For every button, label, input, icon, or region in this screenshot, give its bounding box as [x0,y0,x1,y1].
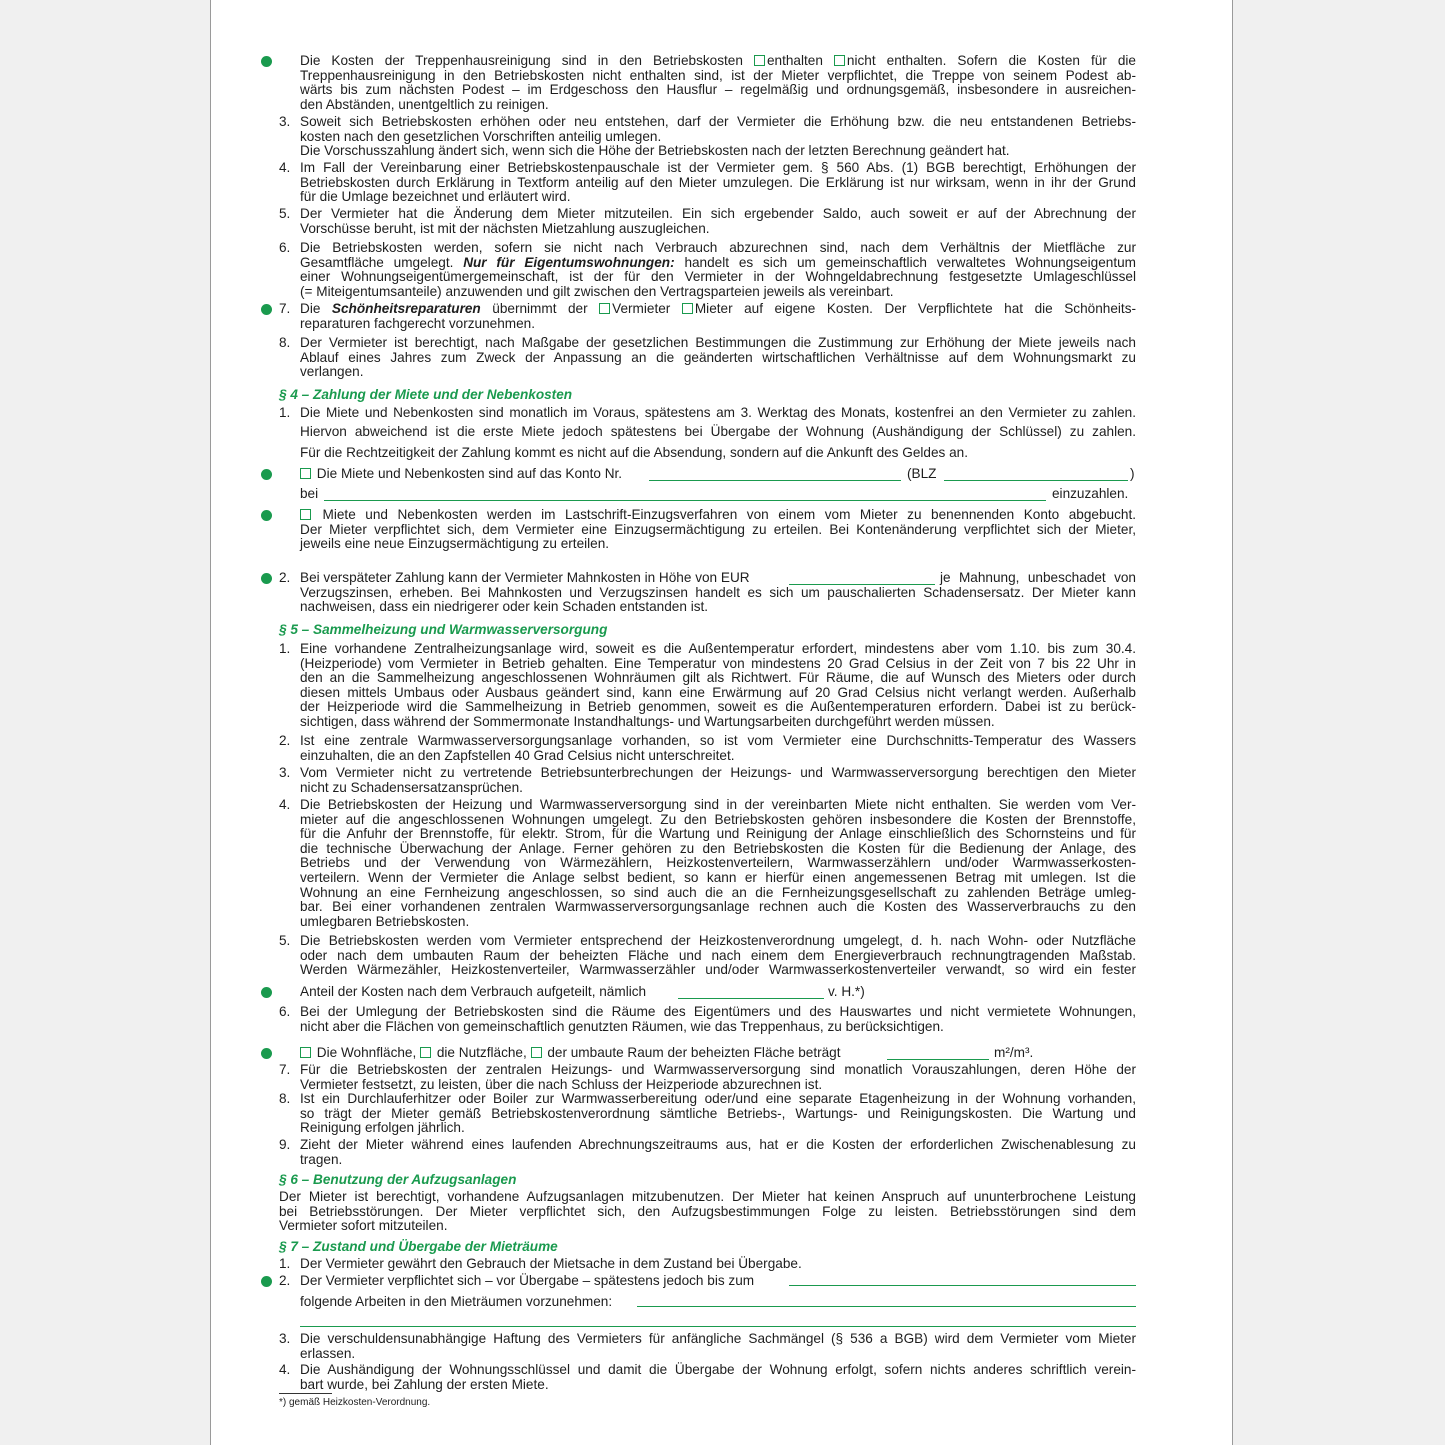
paragraph-line: Vermieter festsetzt, zu leisten, über die nach Schluss der Heizperiode abzurechnen ist. [300,1076,823,1092]
marker-dot [261,987,272,998]
item-number: 2. [279,570,291,585]
paragraph-line: bar. Bei einer vorhandenen zentralen Warmwasserversorgungsanlage rechnen auch die Kosten des Wasserverbrauchs zu den [300,899,1136,915]
marker-dot [261,1276,272,1287]
item-number: 5. [279,933,291,948]
paragraph-line: Der Vermieter ist berechtigt, nach Maßgabe der gesetzlichen Bestimmungen die Zustimmung zur Erhöhung der Miete jeweils nach [300,335,1136,350]
checkbox-nicht-enthalten[interactable] [834,55,845,66]
paragraph-line: Bei verspäteter Zahlung kann der Vermieter Mahnkosten in Höhe von EUR [300,570,750,585]
item-number: 1. [279,405,291,420]
paragraph-line: verlangen. [300,364,364,380]
paragraph-line: kosten nach den gesetzlichen Vorschriften anteilig umlegen. [300,128,662,144]
item-number: 8. [279,1091,291,1106]
blz-close: ) [1130,466,1135,481]
paragraph-line: Vorschüsse beruht, ist mit der nächsten Mietzahlung auszugleichen. [300,220,710,236]
paragraph-line: diesen mittels Umbaus oder Ausbaus geändert sind, kann eine Erwärmung auf 20 Grad Celsius nicht verlangt werden. Außerhalb [300,684,1136,700]
paragraph-line: nachweisen, dass ein niedrigerer oder kein Schaden entstanden ist. [300,599,709,615]
item-number: 7. [279,1062,291,1077]
paragraph-line: je Mahnung, unbeschadet von [940,570,1136,585]
item-number: 5. [279,206,291,221]
paragraph-line: Anteil der Kosten nach dem Verbrauch aufgeteilt, nämlich [300,984,647,999]
paragraph-line: Vom Vermieter nicht zu vertretende Betriebsunterbrechungen der Heizungs- und Warmwasserversorgung berechtigen den Mieter [300,765,1136,780]
paragraph-line: die technische Überwachung der Anlage. Ferner gehören zu den Betriebskosten die Kosten für die Bedienung der Anlage, des [300,840,1136,856]
paragraph-line: Betriebs und der Verwendung von Wärmezählern, Heizkostenverteilern, Warmwasserzählern und/oder Warmwasserkosten- [300,855,1136,871]
paragraph-line: Die Aushändigung der Wohnungsschlüssel und damit die Übergabe der Wohnung erfolgt, sofern nichts anderes schriftlich verein- [300,1362,1136,1377]
paragraph-line: oder nach dem umbauten Raum der beheizten Fläche und nach einem dem Energieverbrauch rechnungtragenden Maßstab. [300,947,1136,963]
checkbox-wohnflaeche[interactable] [300,1047,311,1058]
item-number: 6. [279,1004,291,1019]
input-blz[interactable] [944,480,1128,481]
checkbox-konto[interactable] [300,468,311,479]
einzuzahlen-label: einzuzahlen. [1052,486,1129,501]
paragraph-line: Betriebskosten durch Erklärung in Textform anteilig auf den Mieter umzulegen. Die Erklärung ist nur wirksam, wenn in ihr der Grund [300,174,1136,190]
paragraph-line: Der Vermieter gewährt den Gebrauch der Mietsache in dem Zustand bei Übergabe. [300,1256,802,1271]
item-number: 7. [279,301,291,316]
paragraph-line: Der Mieter ist berechtigt, vorhandene Aufzugsanlagen mitzubenutzen. Der Mieter hat keinen Anspruch auf ununterbrochene Leistung [279,1189,1136,1204]
checkbox-umbauter-raum[interactable] [531,1047,542,1058]
paragraph-line: Gesamtfläche umgelegt. Nur für Eigentumswohnungen: handelt es sich um gemeinschaftlich verwaltetes Wohnungseigentum [300,254,1136,270]
paragraph-line: nicht zu Schadensersatzansprüchen. [300,779,523,795]
paragraph-line: Die Schönheitsreparaturen übernimmt der Vermieter Mieter auf eigene Kosten. Der Verpflichtete hat die Schönheits- [300,301,1137,316]
paragraph-line: Zieht der Mieter während eines laufenden Abrechnungszeitraums aus, hat er die Kosten der erforderlichen Zwischenablesung zu [300,1137,1136,1152]
footnote-rule [279,1393,332,1394]
marker-dot [261,56,272,67]
checkbox-mieter[interactable] [682,303,693,314]
item-number: 2. [279,1273,291,1288]
input-arbeiten-2[interactable] [300,1326,1136,1327]
paragraph-line: einer Wohnungseigentümergemeinschaft, ist der für den Vermieter in der Wohngeldabrechnung festgesetzte Umlageschlüssel [300,269,1136,285]
paragraph-line: umlegbaren Betriebskosten. [300,913,470,929]
vh-label: v. H.*) [828,984,865,999]
paragraph-line: tragen. [300,1151,343,1167]
item-number: 3. [279,114,291,129]
paragraph-line: der Heizperiode wird die Sammelheizung in Betrieb genommen, soweit es die Außentemperaturen erfordern. Dabei ist zu berück- [300,699,1136,715]
section-heading: § 5 – Sammelheizung und Warmwasserversorgung [279,622,608,637]
paragraph-line: einzuhalten, die an den Zapfstellen 40 Grad Celsius nicht unterschreitet. [300,747,735,763]
paragraph-line: für die Umlage bezeichnet und erläutert wird. [300,189,571,205]
paragraph-line: mieter auf die angeschlossenen Wohnungen umgelegt. Zu den Betriebskosten gehören insbesondere die Kosten der Brennstoffe, [300,811,1136,827]
paragraph-line: wärts bis zum nächsten Podest – im Erdgeschoss den Hausflur – regelmäßig und ordnungsgemäß, insbesondere in ausreichen- [300,82,1136,98]
paragraph-line: folgende Arbeiten in den Mieträumen vorzunehmen: [300,1294,613,1309]
paragraph-line: verteilern. Wenn der Vermieter die Anlage selbst bedient, so kann er hierfür einen angemessenen Betrag mit umlegen. Ist die [300,870,1136,885]
checkbox-vermieter[interactable] [599,303,610,314]
input-flaeche[interactable] [887,1059,989,1060]
section-heading: § 7 – Zustand und Übergabe der Mieträume [279,1239,558,1254]
paragraph-line: Ablauf eines Jahres zum Zweck der Anpassung an die geänderten wirtschaftlichen Verhältnisse auf dem Wohnungsmarkt zu [300,349,1136,365]
input-konto-nr[interactable] [649,480,901,481]
marker-dot [261,304,272,315]
item-number: 6. [279,240,291,255]
checkbox-lastschrift[interactable] [300,509,311,520]
marker-dot [261,1048,272,1059]
item-number: 2. [279,733,291,748]
bei-label: bei [300,486,319,501]
paragraph-line: nicht aber die Flächen von gemeinschaftlich genutzten Räumen, wie das Treppenhaus, zu berücksichtigen. [300,1018,944,1034]
section-heading: § 6 – Benutzung der Aufzugsanlagen [279,1172,517,1187]
item-number: 8. [279,335,291,350]
item-number: 3. [279,765,291,780]
marker-dot [261,469,272,480]
section-heading: § 4 – Zahlung der Miete und der Nebenkosten [279,387,573,402]
paragraph-line: Für die Betriebskosten der zentralen Heizungs- und Warmwasserversorgung sind monatlich Vorauszahlungen, deren Höhe der [300,1062,1136,1077]
paragraph-line: Wohnung an eine Fernheizung angeschlossen, so sind auch die an die Fernheizungsgesellschaft zu zahlenden Beträge umleg- [300,884,1136,900]
paragraph-line: bei Betriebsstörungen. Der Mieter verpflichtet sich, den Aufzugsbestimmungen Folge zu leisten. Betriebsstörungen sind dem [279,1203,1136,1219]
paragraph-line: den Abständen, unentgeltlich zu reinigen. [300,96,549,112]
paragraph-line: Die Vorschusszahlung ändert sich, wenn sich die Höhe der Betriebskosten nach der letzten Berechnung geändert hat. [300,143,1010,159]
marker-dot [261,573,272,584]
paragraph-line: Die Betriebskosten werden vom Vermieter entsprechend der Heizkostenverordnung umgelegt, d. h. nach Wohn- oder Nutzfläche [300,933,1136,948]
paragraph-line: erlassen. [300,1345,356,1361]
paragraph-line: Eine vorhandene Zentralheizungsanlage wird, soweit es die Außentemperatur erfordert, mindestens aber vom 1.10. bis zum 30.4. [300,641,1136,656]
paragraph-line: Treppenhausreinigung in den Betriebskosten nicht enthalten sind, ist der Mieter verpflichtet, die Treppe von seinem Podest ab- [300,67,1136,83]
konto-line: Die Miete und Nebenkosten sind auf das Konto Nr. [300,467,1136,482]
paragraph-line: Bei der Umlegung der Betriebskosten sind die Räume des Eigentümers und des Hauswartes und nicht vermietete Wohnungen, [300,1004,1136,1019]
marker-dot [261,510,272,521]
paragraph-line: Verzugszinsen, erheben. Bei Mahnkosten und Verzugszinsen handelt es sich um pauschalierten Schadensersatz. Der Mieter kann [300,584,1136,600]
paragraph-line: bart wurde, bei Zahlung der ersten Miete. [300,1376,549,1392]
input-bank[interactable] [324,500,1046,501]
item-number: 4. [279,1362,291,1377]
blz-label: (BLZ [907,466,937,481]
paragraph-line: Vermieter sofort mitzuteilen. [279,1218,448,1234]
paragraph-line: Ist ein Durchlauferhitzer oder Boiler zur Warmwasserbereitung oder/und eine separate Etagenheizung in der Wohnung vorhanden, [300,1091,1136,1106]
checkbox-enthalten[interactable] [754,55,765,66]
paragraph-line: Der Mieter verpflichtet sich, dem Vermieter eine Einzugsermächtigung zu erteilen. Bei Kontenänderung verpflichtet sich der Mieter, [300,521,1136,537]
paragraph-line: reparaturen fachgerecht vorzunehmen. [300,315,536,331]
input-arbeiten-1[interactable] [637,1306,1136,1307]
unit-label: m²/m³. [994,1045,1034,1060]
input-frist[interactable] [789,1285,1136,1286]
item-number: 1. [279,641,291,656]
paragraph-line: Hiervon abweichend ist die erste Miete jedoch spätestens bei Übergabe der Wohnung (Aushändigung der Schlüssel) zu zahlen. [300,424,1136,439]
paragraph-line: Im Fall der Vereinbarung einer Betriebskostenpauschale ist der Vermieter gem. § 560 Abs. (1) BGB berechtigt, Erhöhungen der [300,160,1136,175]
flaeche-options: Die Wohnfläche, die Nutzfläche, der umbaute Raum der beheizten Fläche beträgt [300,1046,890,1061]
footnote: *) gemäß Heizkosten-Verordnung. [279,1397,431,1408]
paragraph-line: Die Kosten der Treppenhausreinigung sind in den Betriebskosten enthalten nicht enthalten. Sofern die Kosten für die [300,53,1136,68]
paragraph-line: für die Anfuhr der Brennstoffe, für elektr. Strom, für die Wartung und Reinigung der Anlage einschließlich des Schornsteins und für [300,826,1136,842]
paragraph-line: den an die Sammelheizung angeschlossenen Wohnräumen gilt als Richtwert. Für Räume, die auf Wunsch des Mieters oder durch [300,670,1136,686]
item-number: 4. [279,160,291,175]
paragraph-line: Die Betriebskosten der Heizung und Warmwasserversorgung sind in der vereinbarten Miete nicht enthalten. Sie werden vom Ver- [300,797,1136,812]
item-number: 4. [279,797,291,812]
paragraph-line: (= Miteigentumsanteile) anzuwenden und gilt zwischen den Vertragsparteien jeweils als vereinbart. [300,283,894,299]
item-number: 3. [279,1331,291,1346]
item-number: 1. [279,1256,291,1271]
paragraph-line: (Heizperiode) vom Vermieter in Betrieb gehalten. Eine Temperatur von mindestens 20 Grad Celsius in der Zeit von 7 bis 22 Uhr in [300,655,1136,671]
paragraph-line: Ist eine zentrale Warmwasserversorgungsanlage vorhanden, so ist vom Vermieter eine Durchschnitts-Temperatur des Wassers [300,733,1136,748]
paragraph-line: Soweit sich Betriebskosten erhöhen oder neu entstehen, darf der Vermieter die Erhöhung bzw. die neu entstandenen Betriebs- [300,114,1136,129]
paragraph-line: so trägt der Mieter gemäß Betriebskostenverordnung sämtliche Betriebs-, Wartungs- und Reinigungskosten. Die Wartung und [300,1105,1136,1121]
paragraph-line: Die verschuldensunabhängige Haftung des Vermieters für anfängliche Sachmängel (§ 536 a BGB) wird dem Vermieter vom Mieter [300,1331,1136,1346]
item-number: 9. [279,1137,291,1152]
paragraph-line: Werden Wärmezähler, Heizkostenverteiler, Warmwasserzähler und/oder Warmwasserkostenverteiler verwandt, so wird ein fester [300,962,1136,978]
paragraph-line: Der Vermieter verpflichtet sich – vor Übergabe – spätestens jedoch bis zum [300,1273,755,1288]
checkbox-nutzflaeche[interactable] [420,1047,431,1058]
paragraph-line: Der Vermieter hat die Änderung dem Mieter mitzuteilen. Ein sich ergebender Saldo, auch soweit er auf der Abrechnung der [300,206,1136,221]
paragraph-line: sichtigen, dass während der Sommermonate Instandhaltungs- und Wartungsarbeiten durchgeführt werden müssen. [300,714,995,729]
paragraph-line: Die Miete und Nebenkosten sind monatlich im Voraus, spätestens am 3. Werktag des Monats, kostenfrei an den Vermieter zu zahlen. [300,405,1136,420]
paragraph-line: Für die Rechtzeitigkeit der Zahlung kommt es nicht auf die Absendung, sondern auf die Ankunft des Geldes an. [300,445,969,460]
paragraph-line: Miete und Nebenkosten werden im Lastschrift-Einzugsverfahren von einem vom Mieter zu benennenden Konto abgebucht. [300,508,1136,523]
paragraph-line: Reinigung erfolgen jährlich. [300,1120,465,1136]
paragraph-line: jeweils eine neue Einzugsermächtigung zu erteilen. [300,536,610,552]
input-verbrauchsanteil[interactable] [678,998,824,999]
paragraph-line: Die Betriebskosten werden, sofern sie nicht nach Verbrauch abzurechnen sind, nach dem Verhältnis der Mietfläche zur [300,240,1136,255]
